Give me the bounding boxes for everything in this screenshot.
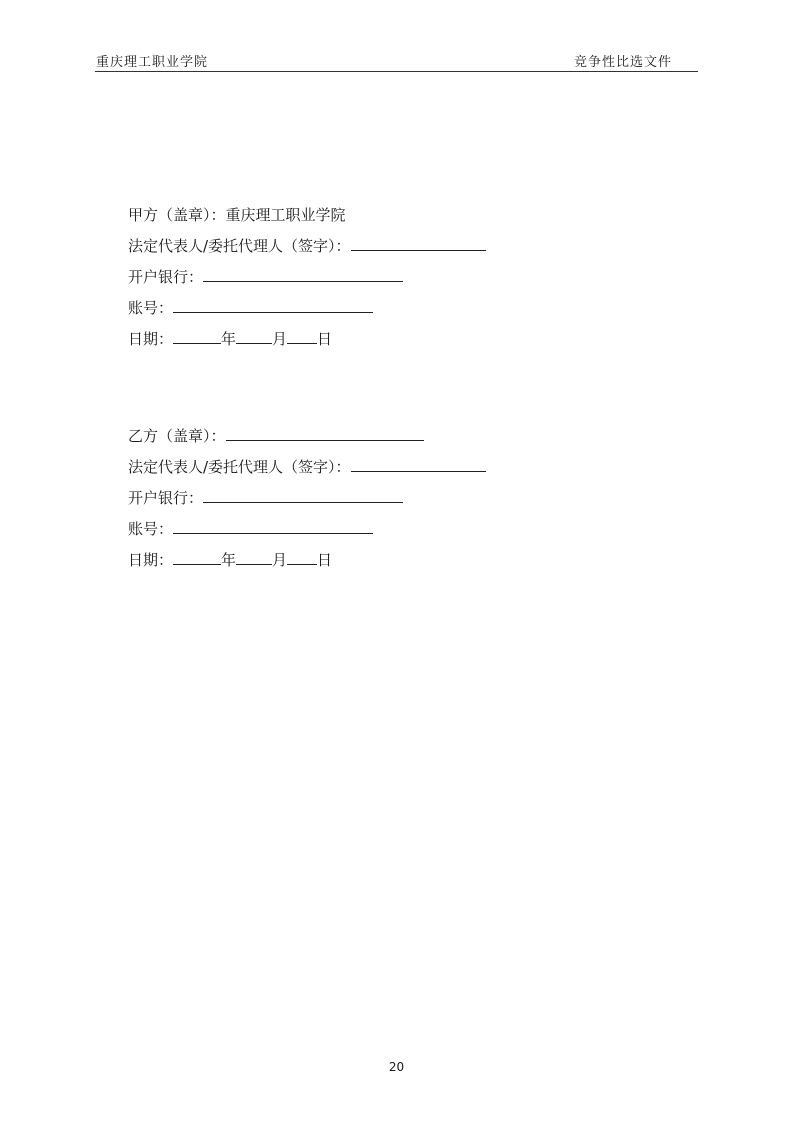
party-a-rep-blank [351, 236, 486, 251]
party-a-account-line [128, 297, 688, 328]
party-b-bank-label: 开户银行： [128, 489, 204, 507]
party-b-bank-line [128, 487, 688, 518]
party-b-account-blank [173, 519, 373, 534]
party-a-day-label: 日 [317, 330, 333, 348]
party-b-day-label: 日 [317, 551, 333, 569]
party-a-bank-line [128, 266, 688, 297]
party-b-signature-block [128, 425, 688, 580]
party-b-seal-line [128, 425, 688, 456]
party-a-account-blank [173, 298, 373, 313]
party-b-day-blank [287, 550, 317, 565]
party-a-account-label: 账号： [128, 299, 174, 317]
party-b-date-label: 日期： [128, 551, 174, 569]
party-a-day-blank [287, 329, 317, 344]
party-b-date-line [128, 549, 688, 580]
party-b-year-label: 年 [221, 551, 237, 569]
party-a-year-label: 年 [221, 330, 237, 348]
party-a-month-blank [236, 329, 272, 344]
party-b-account-line [128, 518, 688, 549]
page-header [95, 49, 698, 72]
party-b-month-label: 月 [272, 551, 288, 569]
header-institution: 重庆理工职业学院 [96, 55, 209, 70]
party-b-rep-line [128, 456, 688, 487]
party-a-rep-line [128, 235, 688, 266]
party-a-date-label: 日期： [128, 330, 174, 348]
party-b-rep-label: 法定代表人/委托代理人（签字）： [128, 458, 351, 476]
party-a-seal-line [128, 204, 688, 235]
page-number: 20 [388, 1060, 405, 1074]
party-a-month-label: 月 [272, 330, 288, 348]
party-a-bank-blank [203, 267, 403, 282]
party-a-bank-label: 开户银行： [128, 268, 204, 286]
party-b-account-label: 账号： [128, 520, 174, 538]
party-b-bank-blank [203, 488, 403, 503]
party-b-seal-blank [226, 426, 424, 441]
party-b-year-blank [173, 550, 221, 565]
party-a-signature-block [128, 204, 688, 359]
header-document-type: 竞争性比选文件 [573, 55, 672, 70]
party-b-rep-blank [351, 457, 486, 472]
party-a-date-line [128, 328, 688, 359]
party-a-seal-label: 甲方（盖章）： [128, 206, 226, 224]
party-a-seal-value: 重庆理工职业学院 [225, 206, 346, 224]
party-b-month-blank [236, 550, 272, 565]
party-a-rep-label: 法定代表人/委托代理人（签字）： [128, 237, 351, 255]
party-b-seal-label: 乙方（盖章）： [128, 427, 226, 445]
party-a-year-blank [173, 329, 221, 344]
